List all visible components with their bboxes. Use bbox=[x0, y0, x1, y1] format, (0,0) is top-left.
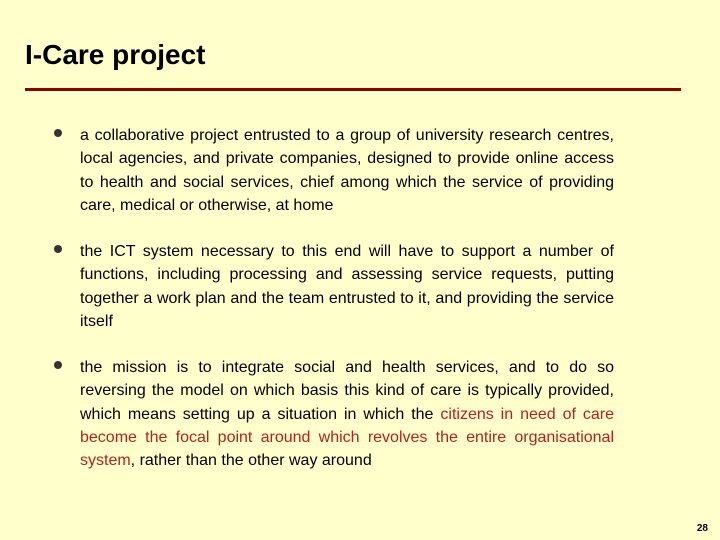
bullet-text: a collaborative project entrusted to a group of university research centres, local agencies, and private companies, designed to provide online access to health and social services, chief among which the service of providing care, medical or otherwise, at home bbox=[80, 127, 614, 214]
bullet-text: the ICT system necessary to this end will have to support a number of functions, including processing and assessing service requests, putting together a work plan and the team entrusted to it, and providing the service itself bbox=[80, 243, 614, 330]
bullet-text bbox=[80, 356, 614, 472]
bullet-icon bbox=[54, 129, 62, 137]
bullet-item-1 bbox=[54, 124, 614, 217]
bullet-item-3 bbox=[54, 356, 614, 472]
bullet-text-part: the mission is to integrate social and health services, and to do so reversing the model on which basis this kind of care is typically provided, which means setting up a situation in which the bbox=[80, 359, 614, 423]
title-divider bbox=[25, 88, 681, 91]
bullet-item-2 bbox=[54, 240, 614, 333]
slide-title: I-Care project bbox=[25, 39, 206, 70]
bullet-icon bbox=[54, 361, 62, 369]
bullet-text-part: , rather than the other way around bbox=[130, 452, 372, 470]
highlighted-phrase: citizens in need of care become the focal point around which revolves the entire organisational system bbox=[80, 405, 615, 470]
bullet-icon bbox=[54, 245, 62, 253]
page-number: 28 bbox=[696, 523, 708, 534]
